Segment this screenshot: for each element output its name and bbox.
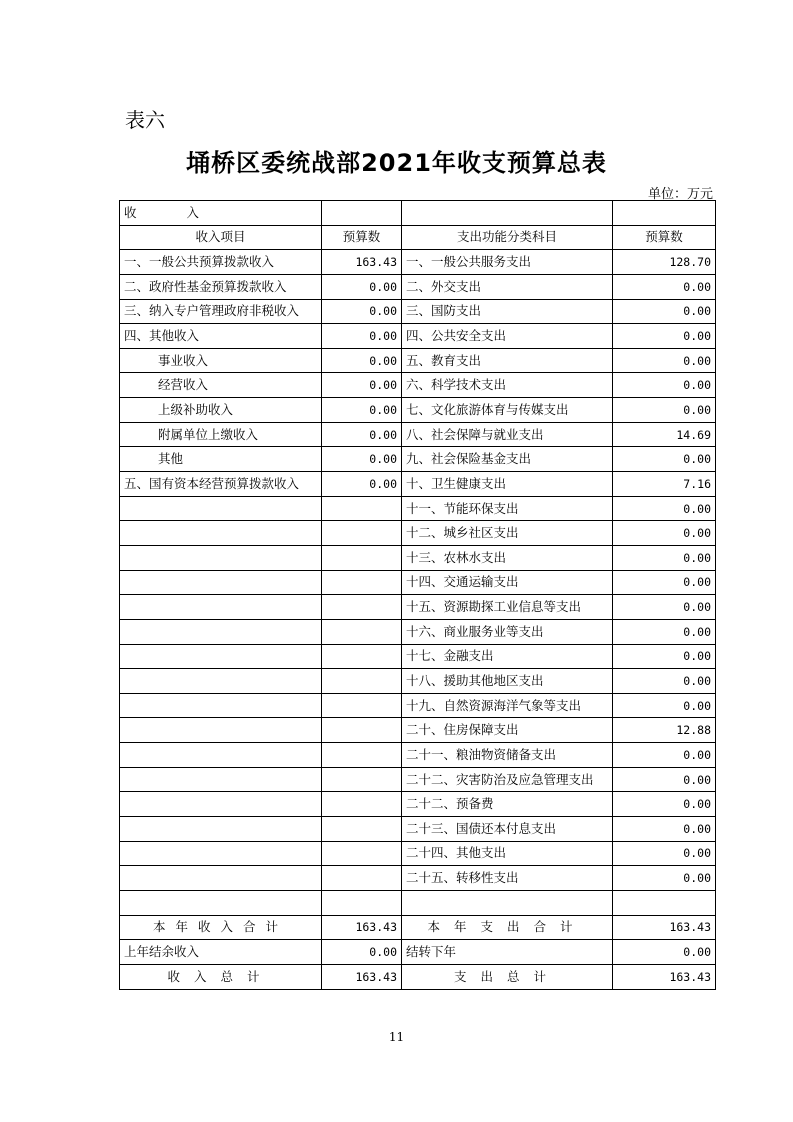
income-amount-cell (322, 496, 402, 521)
income-item-cell (120, 817, 322, 842)
income-amount-cell: 0.00 (322, 447, 402, 472)
expense-item-cell: 八、社会保障与就业支出 (402, 422, 613, 447)
income-amount-cell (322, 792, 402, 817)
document-title: 埇桥区委统战部2021年收支预算总表 (186, 149, 607, 177)
expense-amount-cell: 14.69 (613, 422, 716, 447)
expense-item-cell: 六、科学技术支出 (402, 373, 613, 398)
income-item-cell: 四、其他收入 (120, 324, 322, 349)
grand-income-label: 收入总计 (120, 964, 322, 989)
carry-forward: 0.00 (613, 940, 716, 965)
expense-item-cell: 十八、援助其他地区支出 (402, 669, 613, 694)
expense-item-header: 支出功能分类科目 (402, 225, 613, 250)
expense-item-cell: 十一、节能环保支出 (402, 496, 613, 521)
expense-item-cell: 二十五、转移性支出 (402, 866, 613, 891)
expense-item-cell: 七、文化旅游体育与传媒支出 (402, 398, 613, 423)
expense-item-cell: 四、公共安全支出 (402, 324, 613, 349)
expense-amount-cell: 0.00 (613, 841, 716, 866)
carry-forward-label: 结转下年 (402, 940, 613, 965)
income-amount-cell (322, 866, 402, 891)
income-item-cell (120, 521, 322, 546)
table-row (120, 644, 716, 669)
income-item-cell (120, 595, 322, 620)
table-row (120, 324, 716, 349)
expense-item-cell: 二、外交支出 (402, 274, 613, 299)
total-year-expense: 163.43 (613, 915, 716, 940)
income-amount-cell (322, 545, 402, 570)
income-item-cell (120, 841, 322, 866)
prev-balance: 0.00 (322, 940, 402, 965)
income-amount-cell (322, 743, 402, 768)
table-row (120, 521, 716, 546)
income-amount-cell (322, 619, 402, 644)
expense-item-cell: 二十四、其他支出 (402, 841, 613, 866)
income-item-cell (120, 619, 322, 644)
grand-income: 163.43 (322, 964, 402, 989)
income-item-cell (120, 496, 322, 521)
expense-amount-cell: 0.00 (613, 545, 716, 570)
expense-amount-cell: 0.00 (613, 324, 716, 349)
table-row (120, 743, 716, 768)
expense-item-cell: 十、卫生健康支出 (402, 472, 613, 497)
income-item-cell: 一、一般公共预算拨款收入 (120, 250, 322, 275)
income-item-cell (120, 545, 322, 570)
table-number-label: 表六 (125, 108, 165, 132)
grand-total-row (120, 964, 716, 989)
income-item-cell: 经营收入 (120, 373, 322, 398)
table-row (120, 348, 716, 373)
expense-amount-cell: 0.00 (613, 743, 716, 768)
expense-item-cell: 二十二、预备费 (402, 792, 613, 817)
income-item-cell (120, 718, 322, 743)
income-amount-cell (322, 521, 402, 546)
table-row (120, 817, 716, 842)
income-item-cell (120, 693, 322, 718)
expense-amount-cell: 0.00 (613, 817, 716, 842)
expense-item-cell: 十二、城乡社区支出 (402, 521, 613, 546)
table-row (120, 767, 716, 792)
expense-amount-cell: 0.00 (613, 299, 716, 324)
income-item-cell (120, 644, 322, 669)
income-amount-cell: 0.00 (322, 299, 402, 324)
expense-amount-cell: 0.00 (613, 373, 716, 398)
expense-amount-cell: 0.00 (613, 866, 716, 891)
expense-item-cell: 十三、农林水支出 (402, 545, 613, 570)
income-item-cell (120, 866, 322, 891)
expense-item-cell: 二十三、国债还本付息支出 (402, 817, 613, 842)
table-row (120, 841, 716, 866)
income-item-cell: 上级补助收入 (120, 398, 322, 423)
table-row (120, 570, 716, 595)
expense-amount-cell: 0.00 (613, 348, 716, 373)
expense-amount-cell: 0.00 (613, 521, 716, 546)
income-amount-cell: 0.00 (322, 324, 402, 349)
expense-amount-cell: 0.00 (613, 619, 716, 644)
income-amount-cell: 0.00 (322, 348, 402, 373)
year-total-row (120, 915, 716, 940)
income-amount-cell (322, 718, 402, 743)
table-row (120, 274, 716, 299)
expense-item-cell: 十五、资源勘探工业信息等支出 (402, 595, 613, 620)
table-row (120, 693, 716, 718)
expense-amount-cell: 0.00 (613, 644, 716, 669)
income-amount-header: 预算数 (322, 225, 402, 250)
income-item-cell (120, 792, 322, 817)
income-item-cell (120, 743, 322, 768)
expense-amount-cell: 0.00 (613, 693, 716, 718)
income-amount-cell: 0.00 (322, 422, 402, 447)
income-amount-cell: 0.00 (322, 274, 402, 299)
expense-amount-header: 预算数 (613, 225, 716, 250)
income-item-cell (120, 767, 322, 792)
income-amount-cell: 0.00 (322, 472, 402, 497)
expense-item-cell: 三、国防支出 (402, 299, 613, 324)
page-number: 11 (388, 1030, 405, 1044)
income-item-cell (120, 669, 322, 694)
table-row (120, 422, 716, 447)
expense-amount-cell: 0.00 (613, 398, 716, 423)
income-amount-cell (322, 841, 402, 866)
income-amount-cell (322, 693, 402, 718)
table-row (120, 545, 716, 570)
expense-amount-cell: 0.00 (613, 669, 716, 694)
prev-balance-label: 上年结余收入 (120, 940, 322, 965)
income-item-cell: 附属单位上缴收入 (120, 422, 322, 447)
section-header-row (120, 201, 716, 226)
expense-item-cell: 一、一般公共服务支出 (402, 250, 613, 275)
expense-amount-cell: 0.00 (613, 570, 716, 595)
income-amount-cell (322, 570, 402, 595)
table-row (120, 595, 716, 620)
expense-item-cell: 十九、自然资源海洋气象等支出 (402, 693, 613, 718)
grand-expense: 163.43 (613, 964, 716, 989)
total-year-expense-label: 本年支出合计 (402, 915, 613, 940)
table-row (120, 619, 716, 644)
income-amount-cell: 163.43 (322, 250, 402, 275)
column-header-row (120, 225, 716, 250)
income-amount-cell: 0.00 (322, 398, 402, 423)
prev-balance-row (120, 940, 716, 965)
income-item-cell (120, 570, 322, 595)
expense-item-cell: 二十、住房保障支出 (402, 718, 613, 743)
income-item-cell: 五、国有资本经营预算拨款收入 (120, 472, 322, 497)
table-row (120, 472, 716, 497)
total-year-income: 163.43 (322, 915, 402, 940)
income-amount-cell (322, 669, 402, 694)
income-item-cell: 事业收入 (120, 348, 322, 373)
expense-amount-cell: 0.00 (613, 595, 716, 620)
expense-item-cell: 十六、商业服务业等支出 (402, 619, 613, 644)
expense-item-cell: 十七、金融支出 (402, 644, 613, 669)
expense-item-cell: 二十二、灾害防治及应急管理支出 (402, 767, 613, 792)
table-row (120, 373, 716, 398)
expense-amount-cell: 0.00 (613, 274, 716, 299)
table-row (120, 447, 716, 472)
income-amount-cell (322, 644, 402, 669)
budget-summary-table (119, 200, 716, 990)
expense-amount-cell: 12.88 (613, 718, 716, 743)
grand-expense-label: 支出总计 (402, 964, 613, 989)
expense-amount-cell: 0.00 (613, 496, 716, 521)
income-section-label: 收 入 (120, 201, 322, 226)
expense-amount-cell: 128.70 (613, 250, 716, 275)
expense-amount-cell: 0.00 (613, 767, 716, 792)
income-item-header: 收入项目 (120, 225, 322, 250)
expense-item-cell: 十四、交通运输支出 (402, 570, 613, 595)
expense-amount-cell: 7.16 (613, 472, 716, 497)
income-amount-cell (322, 767, 402, 792)
expense-amount-cell: 0.00 (613, 792, 716, 817)
income-amount-cell (322, 817, 402, 842)
income-amount-cell (322, 595, 402, 620)
table-row (120, 250, 716, 275)
table-row (120, 669, 716, 694)
unit-label: 单位：万元 (647, 187, 713, 202)
table-row (120, 718, 716, 743)
expense-item-cell: 九、社会保险基金支出 (402, 447, 613, 472)
table-row (120, 299, 716, 324)
expense-amount-cell: 0.00 (613, 447, 716, 472)
expense-item-cell: 五、教育支出 (402, 348, 613, 373)
table-row (120, 398, 716, 423)
blank-row (120, 890, 716, 915)
table-row (120, 792, 716, 817)
income-amount-cell: 0.00 (322, 373, 402, 398)
income-item-cell: 二、政府性基金预算拨款收入 (120, 274, 322, 299)
table-row (120, 866, 716, 891)
expense-item-cell: 二十一、粮油物资储备支出 (402, 743, 613, 768)
total-year-income-label: 本年收入合计 (120, 915, 322, 940)
income-item-cell: 三、纳入专户管理政府非税收入 (120, 299, 322, 324)
table-row (120, 496, 716, 521)
income-item-cell: 其他 (120, 447, 322, 472)
